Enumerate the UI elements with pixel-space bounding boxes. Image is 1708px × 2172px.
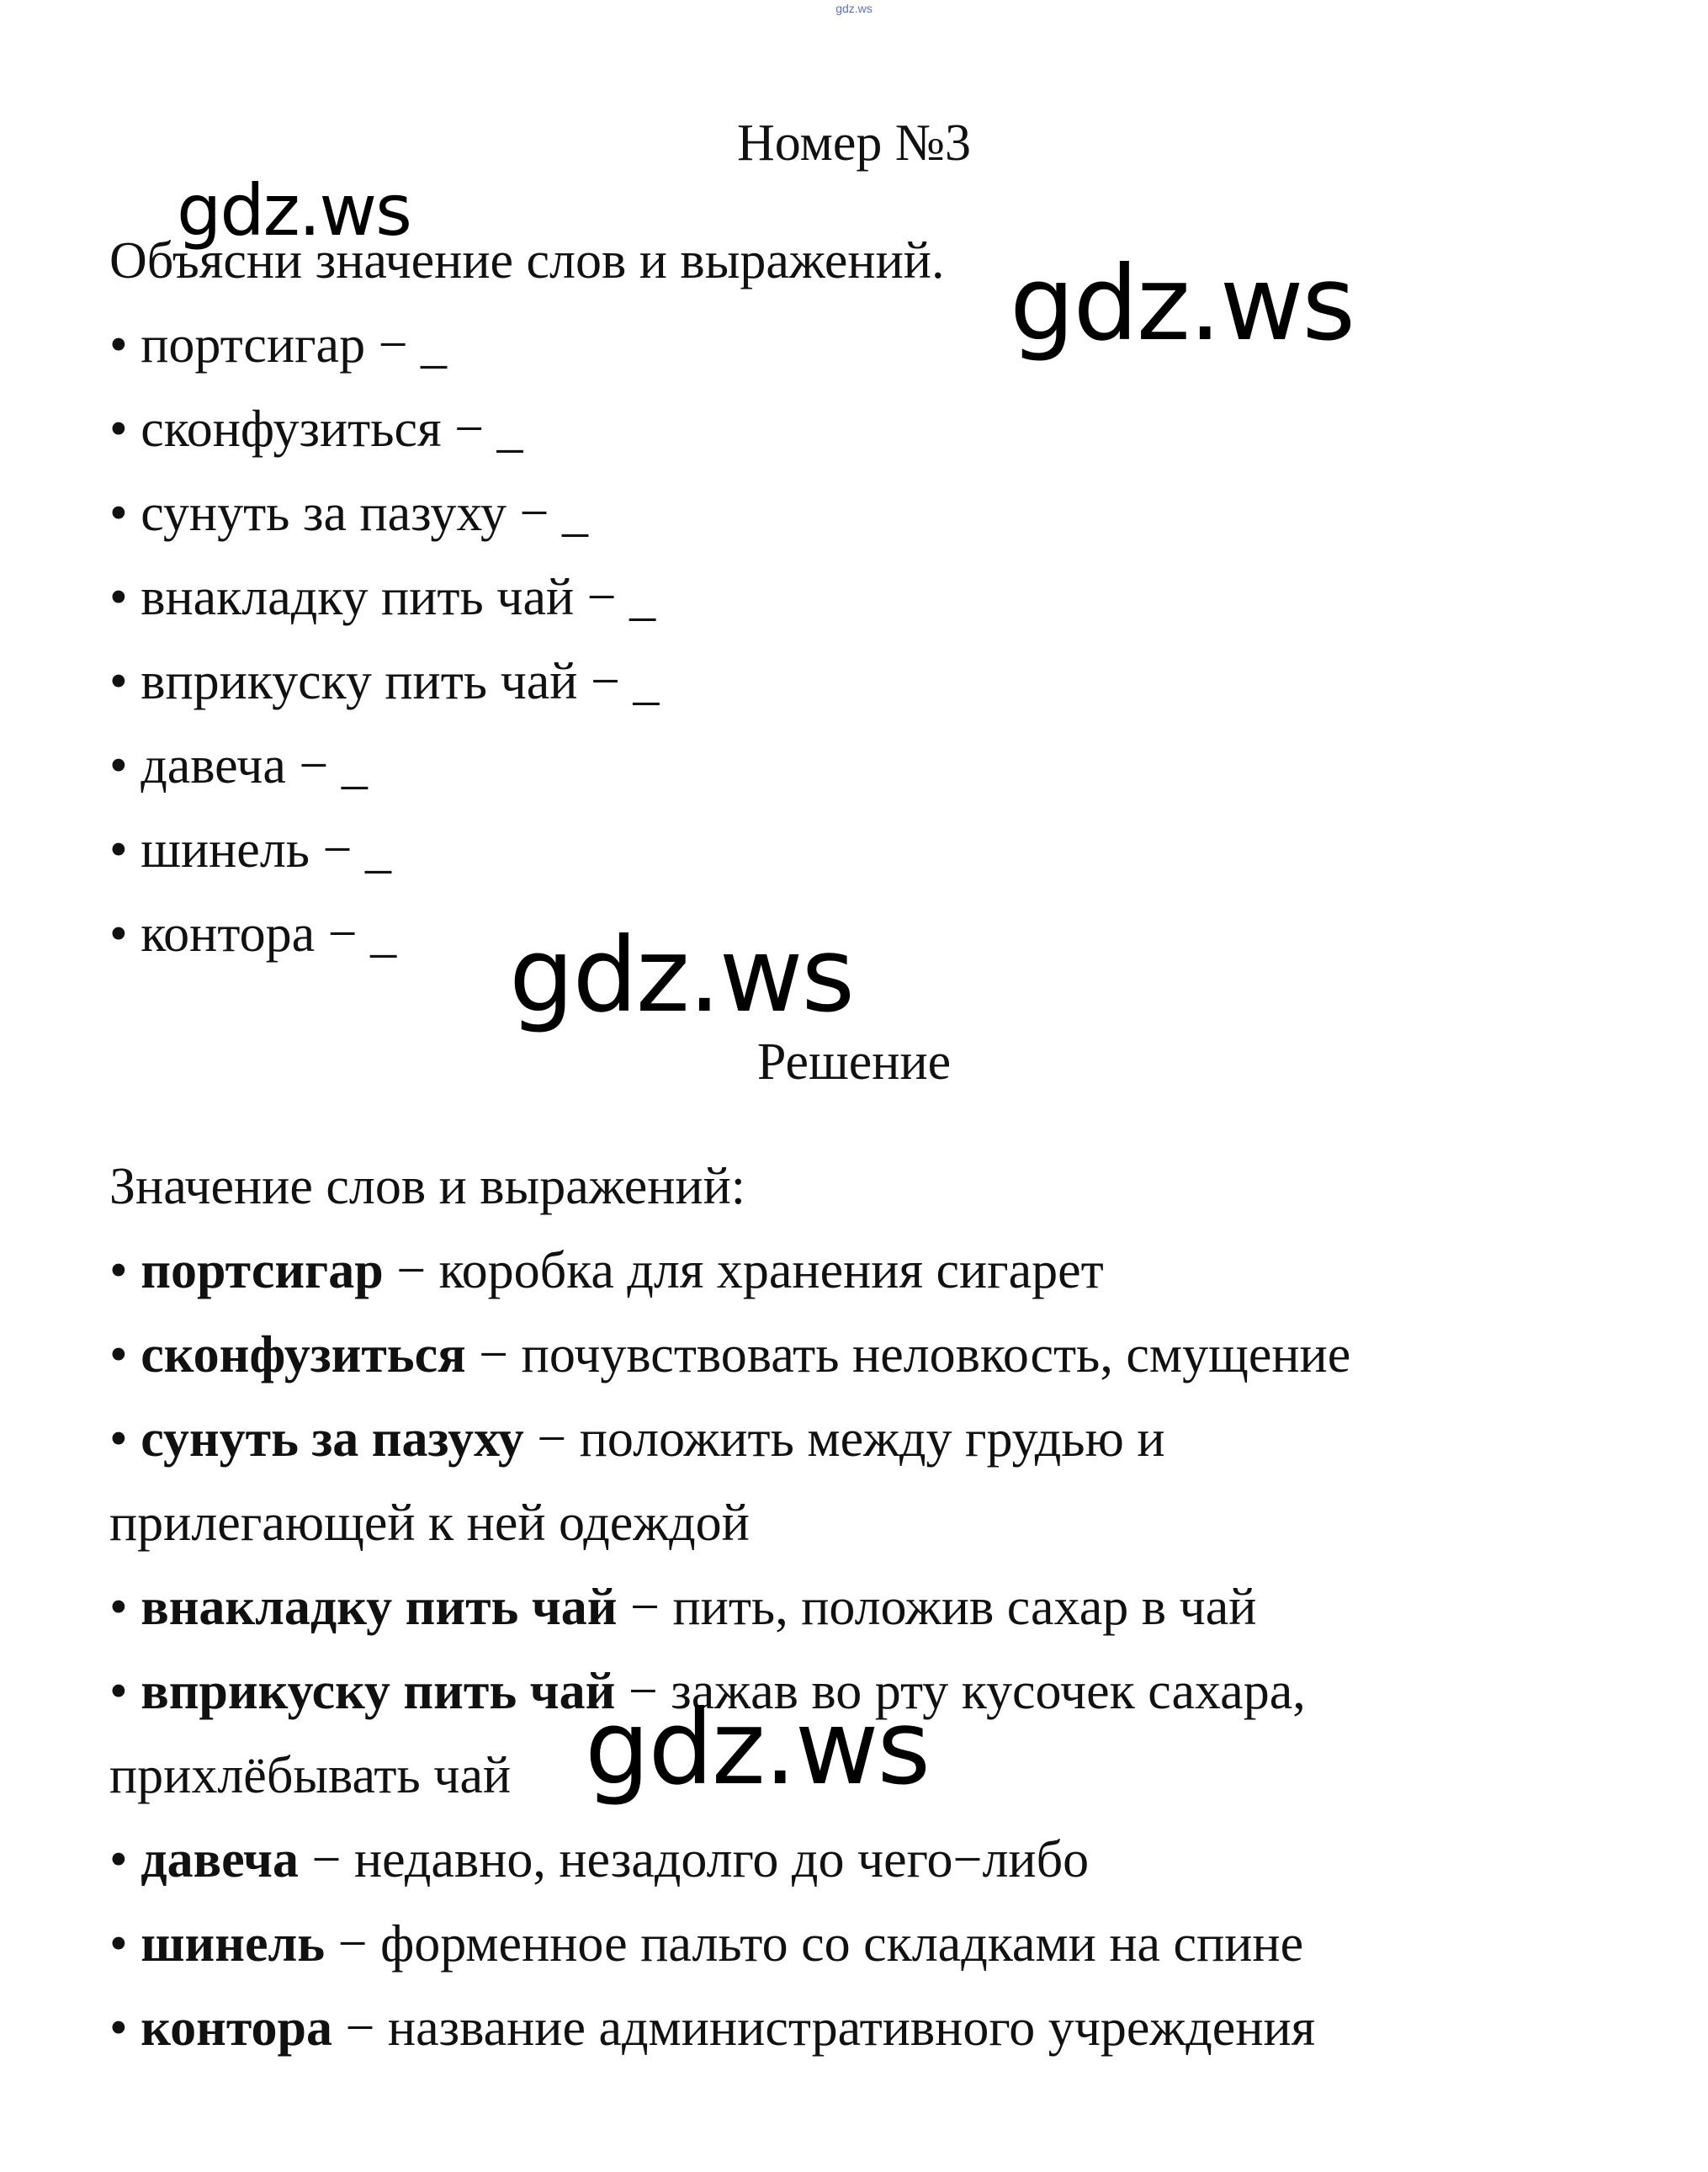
task-item: • контора − _ (109, 905, 397, 963)
task-item: • внакладку пить чай − _ (109, 569, 656, 626)
definition: − пить, положив сахар в чай (617, 1579, 1257, 1636)
definition: − положить между грудью и (523, 1410, 1165, 1468)
definition-entry (109, 1574, 1256, 1641)
definition-entry (109, 1910, 1303, 1978)
watermark: gdz.ws (585, 1688, 930, 1808)
bullet: • (109, 1999, 141, 2057)
solution-title: Решение (756, 1033, 952, 1091)
task-item: • сунуть за пазуху − _ (109, 485, 588, 542)
page-title: Номер №3 (736, 114, 971, 172)
bullet: • (109, 1242, 141, 1299)
definition: − коробка для хранения сигарет (383, 1242, 1104, 1299)
definition-entry (109, 1237, 1104, 1304)
definition-continuation: прилегающей к ней одеждой (109, 1495, 750, 1552)
term: портсигар (141, 1242, 384, 1299)
term: вприкуску пить чай (141, 1663, 616, 1720)
task-item: • вприкуску пить чай − _ (109, 653, 660, 710)
term: сконфузиться (141, 1326, 466, 1383)
task-item: • шинель − _ (109, 821, 392, 879)
task-prompt: Объясни значение слов и выражений. (109, 232, 945, 289)
bullet: • (109, 1915, 141, 1973)
term: давеча (141, 1831, 300, 1888)
solution-intro: Значение слов и выражений: (109, 1158, 746, 1215)
watermark: gdz.ws (509, 916, 854, 1035)
term: сунуть за пазуху (141, 1410, 524, 1468)
bullet: • (109, 1410, 141, 1468)
definition-entry (109, 1405, 1165, 1473)
definition: − форменное пальто со складками на спине (325, 1915, 1304, 1973)
bullet: • (109, 1579, 141, 1636)
watermark: gdz.ws (177, 169, 411, 252)
definition-entry (109, 1826, 1089, 1893)
definition: − недавно, незадолго до чего−либо (299, 1831, 1090, 1888)
top-watermark: gdz.ws (835, 2, 873, 15)
definition: − зажав во рту кусочек сахара, (615, 1663, 1306, 1720)
definition: − почувствовать неловкость, смущение (465, 1326, 1351, 1383)
term: шинель (141, 1915, 326, 1973)
definition: − название административного учреждения (332, 1999, 1316, 2057)
bullet: • (109, 1326, 141, 1383)
task-item: • портсигар − _ (109, 316, 448, 374)
term: внакладку пить чай (141, 1579, 618, 1636)
definition-entry (109, 1994, 1315, 2062)
definition-continuation: прихлёбывать чай (109, 1747, 512, 1804)
bullet: • (109, 1831, 141, 1888)
term: контора (141, 1999, 332, 2057)
task-item: • давеча − _ (109, 737, 368, 794)
definition-entry (109, 1321, 1350, 1389)
bullet: • (109, 1663, 141, 1720)
watermark: gdz.ws (1010, 244, 1355, 364)
task-item: • сконфузиться − _ (109, 401, 523, 458)
